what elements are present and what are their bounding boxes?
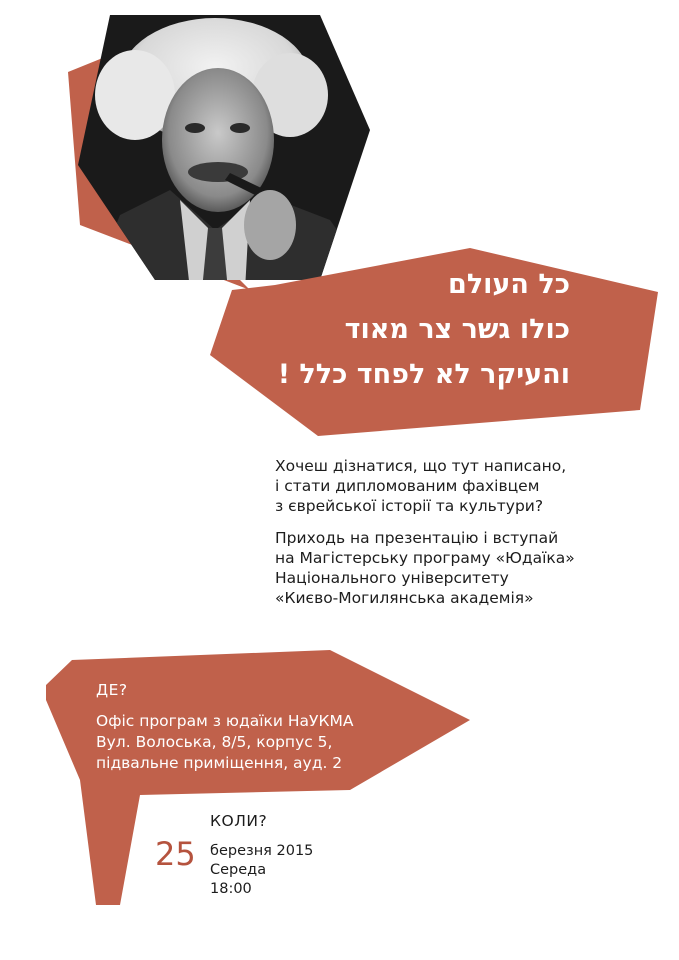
intro-line: Національного університету <box>275 569 509 587</box>
intro-line: «Києво-Могилянська академія» <box>275 589 534 607</box>
event-month-year: березня 2015 <box>210 843 314 859</box>
intro-line: і стати дипломованим фахівцем <box>275 477 540 495</box>
hebrew-line-3: והעיקר לא לפחד כלל ! <box>277 359 570 390</box>
event-day: 25 <box>155 835 196 873</box>
intro-line: з єврейської історії та культури? <box>275 497 544 515</box>
intro-paragraph-1 <box>275 456 605 516</box>
where-line: Вул. Волоська, 8/5, корпус 5, <box>96 733 333 751</box>
intro-line: Приходь на презентацію і вступай <box>275 529 559 547</box>
event-weekday: Середа <box>210 862 267 878</box>
hebrew-line-2: כולו גשר צר מאוד <box>344 314 570 345</box>
intro-paragraph-2 <box>275 528 605 608</box>
hebrew-line-1: כל העולם <box>448 269 570 300</box>
when-details <box>210 842 313 899</box>
where-heading: ДЕ? <box>96 681 128 699</box>
hebrew-quote <box>230 262 570 397</box>
where-line: Офіс програм з юдаїки НаУКМА <box>96 712 354 730</box>
intro-text <box>275 456 605 620</box>
where-line: підвальне приміщення, ауд. 2 <box>96 754 343 772</box>
event-time: 18:00 <box>210 881 252 897</box>
intro-line: Хочеш дізнатися, що тут написано, <box>275 457 567 475</box>
when-heading: КОЛИ? <box>210 812 268 830</box>
intro-line: на Магістерську програму «Юдаїка» <box>275 549 575 567</box>
portrait-photo <box>70 10 380 290</box>
where-section <box>96 680 416 774</box>
